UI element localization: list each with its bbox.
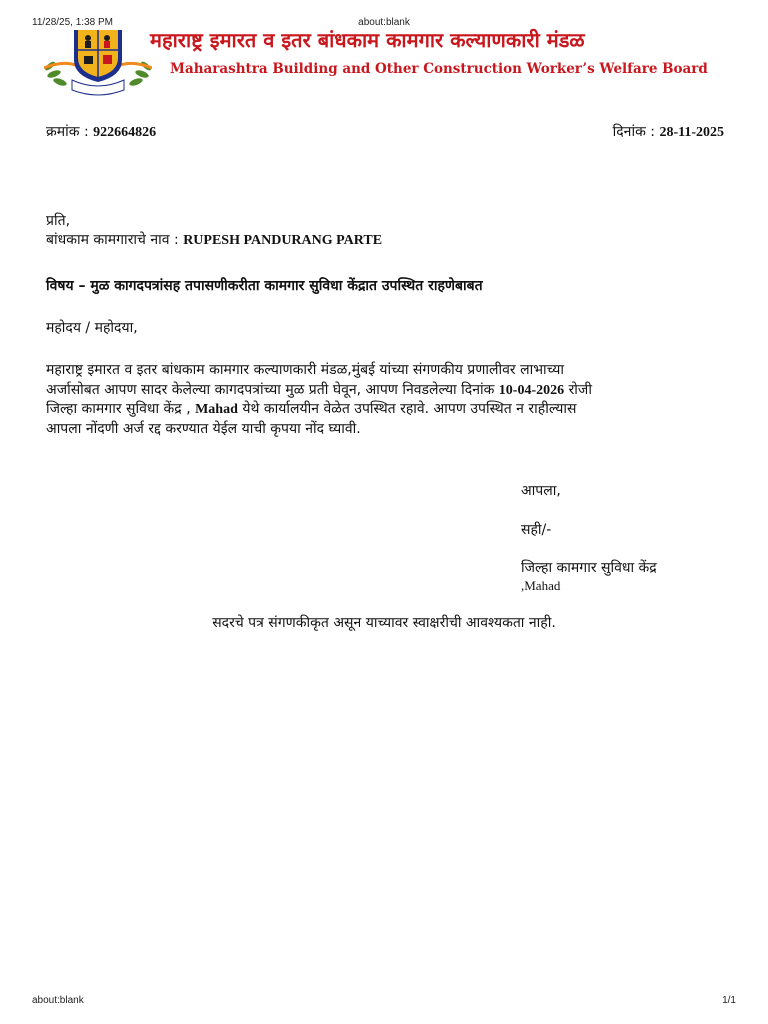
body-line-3-suffix: येथे कार्यालयीन वेळेत उपस्थित रहावे. आपण उपस्थित न राहील्यास: [242, 401, 577, 417]
salutation: महोदय / महोदया,: [46, 320, 138, 336]
print-datetime: 11/28/25, 1:38 PM: [32, 17, 113, 28]
body-line-3: [46, 400, 736, 420]
print-page-count: 1/1: [722, 995, 736, 1006]
signature-mark: सही/-: [521, 522, 552, 538]
body-line-3-text: जिल्हा कामगार सुविधा केंद्र ,: [46, 401, 191, 417]
body-line-4: आपला नोंदणी अर्ज रद्द करण्यात येईल याची कृपया नोंद घ्यावी.: [46, 420, 361, 437]
body-line-2-text: अर्जासोबत आपण सादर केलेल्या कागदपत्रांच्या मुळ प्रती घेवून, आपण निवडलेल्या दिनांक: [46, 381, 495, 398]
letter-date: 28-11-2025: [659, 125, 724, 140]
print-footer: [0, 995, 768, 1009]
appointment-date: 10-04-2026: [498, 382, 565, 398]
reference-number-line: [46, 122, 156, 143]
board-name-marathi: महाराष्ट्र इमारत व इतर बांधकाम कामगार कल्याणकारी मंडळ: [150, 28, 585, 52]
letter-subject: विषय – मुळ कागदपत्रांसह तपासणीकरीता कामगार सुविधा केंद्रात उपस्थित राहणेबाबत: [46, 278, 483, 294]
worker-name-label: बांधकाम कामगाराचे नाव :: [46, 232, 179, 248]
computer-generated-note: सदरचे पत्र संगणकीकृत असून याच्यावर स्वाक्षरीची आवश्यकता नाही.: [212, 615, 556, 631]
reference-label: क्रमांक :: [46, 124, 89, 140]
office-name: जिल्हा कामगार सुविधा केंद्र: [521, 560, 657, 576]
print-page-title: about:blank: [358, 17, 410, 28]
letter-body: [46, 361, 736, 439]
date-label: दिनांक :: [612, 124, 655, 140]
board-emblem-icon: [44, 30, 152, 96]
board-name-english: Maharashtra Building and Other Construction Worker’s Welfare Board: [170, 61, 708, 77]
print-url: about:blank: [32, 995, 84, 1006]
closing: आपला,: [521, 483, 561, 499]
office-city: ,Mahad: [521, 578, 561, 593]
body-line-1: महाराष्ट्र इमारत व इतर बांधकाम कामगार कल्याणकारी मंडळ,मुंबई यांच्या संगणकीय प्रणालीवर लाभाच्या: [46, 362, 564, 378]
body-line-2-suffix: रोजी: [568, 381, 592, 398]
addressee-prefix: प्रति,: [46, 213, 71, 229]
body-line-2: [46, 381, 736, 401]
worker-name-line: [46, 230, 382, 251]
centre-city: Mahad: [195, 402, 238, 417]
letter-date-line: [613, 122, 724, 143]
worker-name: RUPESH PANDURANG PARTE: [183, 233, 383, 248]
reference-number: 922664826: [93, 125, 157, 140]
